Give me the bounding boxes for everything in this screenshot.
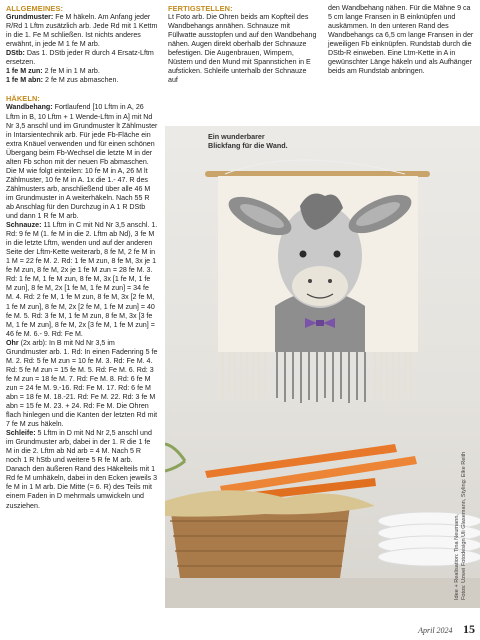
floor xyxy=(165,578,480,608)
section-heading: ALLGEMEINES: xyxy=(6,4,64,13)
caption-line-2: Blickfang für die Wand. xyxy=(208,140,288,150)
donkey-nostril-right xyxy=(328,279,332,283)
paragraph-label: Ohr xyxy=(6,338,19,347)
paragraph-text: 2 fe M zus abmaschen. xyxy=(43,76,119,85)
photo-credit xyxy=(454,452,468,600)
donkey-wallhanging-photo xyxy=(165,126,480,608)
paragraph xyxy=(6,221,158,339)
purple-bow-knot xyxy=(316,320,324,326)
donkey-eye-right xyxy=(334,251,341,258)
paragraph-label: Grundmuster: xyxy=(6,13,54,22)
text-column-1 xyxy=(6,4,158,511)
credit-line-2: Fotos: Uzwei Fotodesign Uli Glasemann, Styling: Elke Reith xyxy=(461,451,467,600)
page-number: 15 xyxy=(463,622,475,636)
paragraph xyxy=(6,76,158,85)
paragraph-label: 1 fe M zun: xyxy=(6,67,43,76)
section-heading: HÄKELN: xyxy=(6,94,40,104)
paragraph-text: den Wandbehang nähen. Für die Mähne 9 ca 5 cm lange Fransen in B einknüpfen und auskämmen. In den unteren Rand des Wandbehangs ca 6,5 cm lange Fransen in der jeweiligen Fb einknüpfen. Rundstab durch die DStb-R einweben. Eine Ltm-Kette in A in gewünschter Länge häkeln und als Aufhänger beids am Rundstab anbringen. xyxy=(328,4,474,76)
paragraph xyxy=(6,67,158,76)
caption-line-1: Ein wunderbarer xyxy=(208,132,265,141)
section-heading: FERTIGSTELLEN: xyxy=(168,4,233,13)
paragraph-text: Lt Foto arb. Die Ohren beids am Kopfteil des Wandbehangs annähen. Schnauze mit Füllwatte ausstopfen und auf den Wandbehang nähen. Augen direkt oberhalb der Schnauze befestigen. Die Augenbrauen, Wimpern, Nüstern und den Mund mit Spannstichen in E aufsticken. Schleife unterhalb der Schnauze auf xyxy=(168,13,317,85)
credit-line-1: Idee + Realisation: Tina Neumann, xyxy=(454,514,460,600)
page-footer xyxy=(385,620,475,638)
text-column-3 xyxy=(328,4,476,76)
paragraph-label: Schleife: xyxy=(6,429,36,438)
donkey-snout xyxy=(292,266,348,306)
paragraph-text: Fe M häkeln. Am Anfang jeder R/Rd 1 Lftm zusätzlich arb. Jede Rd mit 1 Kettm in die 1. Fe M schließen. Ist nichts anderes erwähnt, in jede M 1 fe M arb. xyxy=(6,13,158,49)
donkey-eye-left xyxy=(300,251,307,258)
photo-caption xyxy=(208,133,318,150)
paragraph xyxy=(6,13,158,49)
issue-month: April 2024 xyxy=(418,626,453,635)
paragraph-label: Wandbehang: xyxy=(6,103,53,112)
text-column-2 xyxy=(168,4,318,85)
paragraph-text: 11 Lftm in C mit Nd Nr 3,5 anschl. 1. Rd: 9 fe M (1. fe M in die 2. Lftm ab Nd), 3 fe M in die letzte Lftm, wenden und auf der anderen Seite der Lftm-Kette weiterarb, 8 fe M, 2 fe M in 1 M = 22 fe M. 2. Rd: 1 fe M zun, 8 fe M, 3x je 1 fe M zun, 8 fe M, 2x je 1 fe M zun = 28 fe M. 3. Rd: 1 fe M, 1 fe M zun, 8 fe M, 3x [1 fe M, 1 fe M zun], 8 fe M, 2x [1 fe M, 1 fe M zun] = 34 fe M. 4. Rd: 2 fe M, 1 fe M zun, 8 fe M, 3x [2 fe M, 1 fe M zun], 8 fe M, 2x [2 fe M, 1 fe M zun] = 40 fe M. 5. Rd: 3 fe M, 1 fe M zun, 8 fe M, 3x [3 fe M, 1 fe M zun], 8 fe M, 2x [3 fe M, 1 fe M zun] = 46 fe M. 6.- 9. Rd: Fe M. xyxy=(6,221,158,338)
wicker-basket xyxy=(170,506,350,578)
paragraph-text: 2 fe M in 1 M arb. xyxy=(42,67,100,76)
paragraph-text: 5 Lftm in D mit Nd Nr 2,5 anschl und im Grundmuster arb, dabei in der 1. R die 1 fe M in die 2. Lftm ab Nd arb = 4 M. Nach 5 R noch 1 R hStb und weitere 5 R fe M arb. Danach den äußeren Rand des Häkelteils mit 1 Rd fe M umhäkeln, dabei in den Ecken jeweils 3 fe M in 1 M arb. Die Mitte (= 6. R) des Teils mit einem Faden in D mehrmals umwickeln und zusziehen. xyxy=(6,429,158,510)
paragraph xyxy=(6,103,158,221)
spacer xyxy=(6,85,158,94)
paragraph xyxy=(6,49,158,67)
paragraph-text: Fortlaufend [10 Lftm in A, 26 Lftm in B, 10 Lftm + 1 Wende-Lftm in A] mit Nd Nr 3,5 anschl und im Grundmuster lt Zählmuster in Intarsientechnik arb. Für jede Fb-Fläche ein extra Knäuel verwenden und für einen schönen Übergang beim Fb-Wechsel die letzte M in der alten Fb schon mit der neuen Fb abmaschen. Die M wie folgt einteilen: 10 fe M in A, 26 M lt Zählmuster, 10 fe M in A. 1x die 1.- 47. R des Zählmusters arb, anschließend über alle 46 M im Grundmuster in A weiterhäkeln. Nach 55 R ab Anschlag für den Durchzug in A 1 R DStb und dann 1 R fe M arb. xyxy=(6,103,158,221)
paragraph xyxy=(6,339,158,429)
fringe-grey xyxy=(277,352,365,403)
paragraph-label: DStb: xyxy=(6,49,25,58)
paragraph-text: (2x arb): In B mit Nd Nr 3,5 im Grundmuster arb. 1. Rd: In einen Fadenring 5 fe M. 2. Rd: 5 fe M zun = 10 fe M. 3. Rd: Fe M. 4. Rd: 5 fe M zun = 15 fe M. 5. Rd: Fe M. 6. Rd: 3 fe M zun = 18 fe M. 7. Rd: Fe M. 8. Rd: 6 fe M zun = 24 fe M. 9.-16. Rd: Fe M. 17. Rd: 6 fe M abn = 18 fe M. 18.-21. Rd: Fe M. 22. Rd: 3 fe M abn = 15 fe M. 23. + 24. Rd: Fe M. Die Ohren flach hinlegen und die Kanten der letzten Rd mit 7 fe M zus häkeln. xyxy=(6,338,158,429)
paragraph xyxy=(328,4,476,76)
paragraph xyxy=(168,13,318,85)
paragraph xyxy=(6,429,158,510)
paragraph-label: Schnauze: xyxy=(6,221,42,230)
donkey-nostril-left xyxy=(308,279,312,283)
paragraph-text: Das 1. DStb jeder R durch 4 Ersatz-Lftm ersetzen. xyxy=(6,49,154,67)
paragraph-label: 1 fe M abn: xyxy=(6,76,44,85)
